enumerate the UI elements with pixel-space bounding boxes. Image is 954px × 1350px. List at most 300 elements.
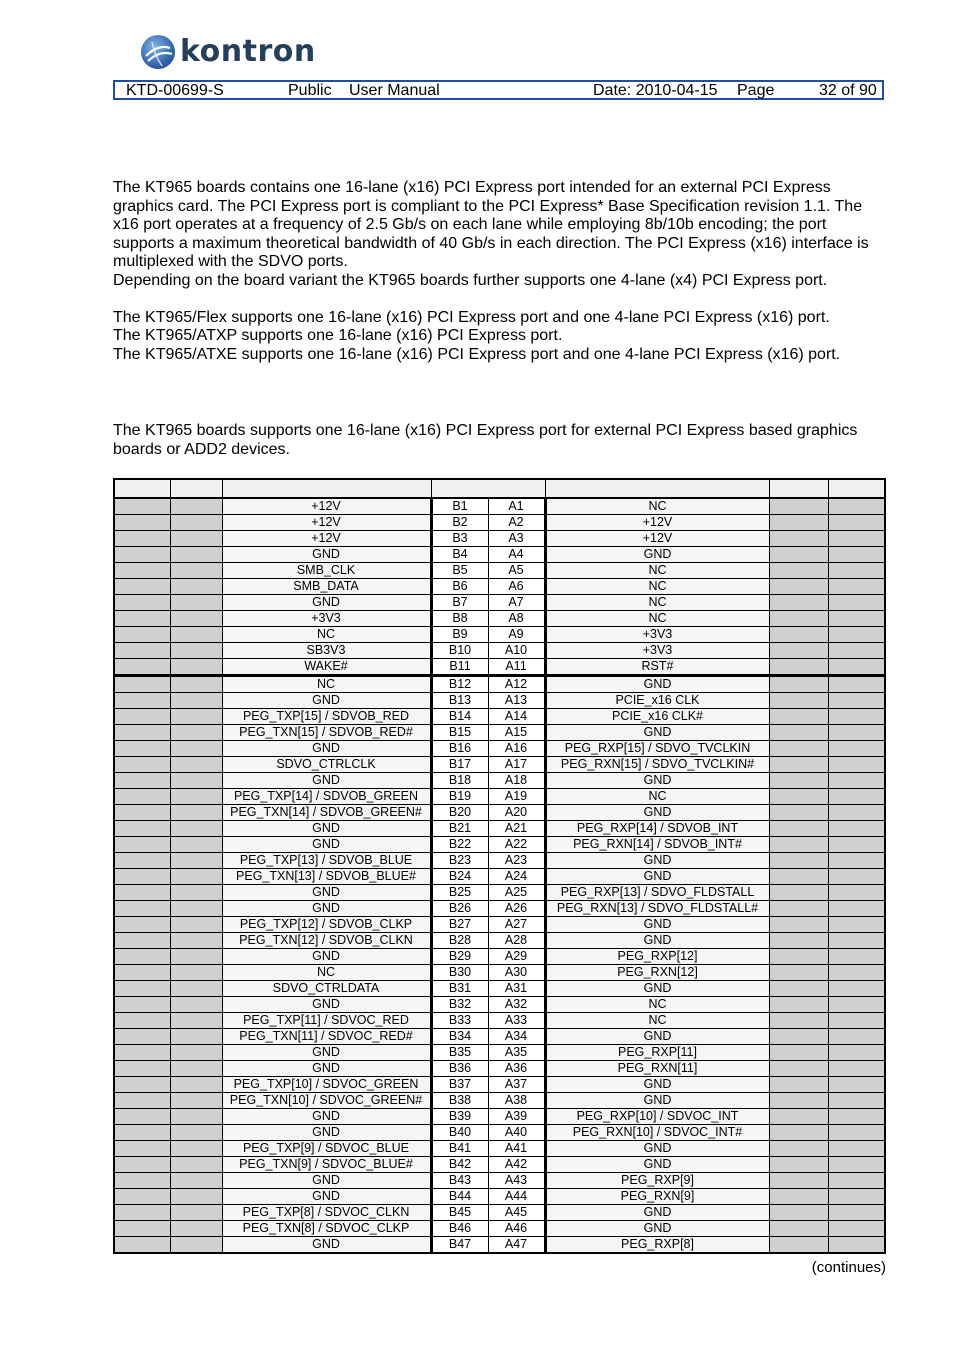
empty-cell — [114, 693, 170, 709]
signal-b-cell: PEG_TXN[15] / SDVOB_RED# — [222, 725, 431, 741]
table-row — [114, 917, 885, 933]
pin-b-cell: B25 — [431, 885, 488, 901]
signal-a-cell: PEG_RXN[10] / SDVOC_INT# — [545, 1125, 769, 1141]
empty-cell — [769, 1077, 828, 1093]
signal-b-cell: SMB_DATA — [222, 579, 431, 595]
signal-b-cell: GND — [222, 1237, 431, 1254]
empty-cell — [114, 933, 170, 949]
empty-cell — [170, 725, 222, 741]
empty-cell — [170, 1205, 222, 1221]
signal-a-cell: GND — [545, 1205, 769, 1221]
signal-b-cell: GND — [222, 741, 431, 757]
signal-a-cell: PEG_RXP[15] / SDVO_TVCLKIN — [545, 741, 769, 757]
empty-cell — [769, 643, 828, 659]
pin-b-cell: B11 — [431, 659, 488, 676]
signal-a-cell: GND — [545, 981, 769, 997]
pin-b-cell: B40 — [431, 1125, 488, 1141]
page-number: 32 of 90 — [819, 82, 877, 99]
pin-b-cell: B5 — [431, 563, 488, 579]
table-row — [114, 1077, 885, 1093]
signal-a-cell: GND — [545, 933, 769, 949]
empty-cell — [769, 725, 828, 741]
empty-cell — [170, 885, 222, 901]
pin-a-cell: A11 — [488, 659, 545, 676]
signal-a-cell: GND — [545, 917, 769, 933]
empty-cell — [769, 627, 828, 643]
signal-a-cell: PEG_RXN[15] / SDVO_TVCLKIN# — [545, 757, 769, 773]
table-row — [114, 563, 885, 579]
empty-cell — [769, 515, 828, 531]
empty-cell — [769, 1029, 828, 1045]
table-header-row — [114, 479, 885, 498]
pin-b-cell: B13 — [431, 693, 488, 709]
pin-a-cell: A9 — [488, 627, 545, 643]
empty-cell — [828, 933, 885, 949]
empty-cell — [769, 1013, 828, 1029]
signal-b-cell: GND — [222, 773, 431, 789]
empty-cell — [769, 885, 828, 901]
signal-a-cell: PEG_RXP[9] — [545, 1173, 769, 1189]
signal-b-cell: PEG_TXN[8] / SDVOC_CLKP — [222, 1221, 431, 1237]
signal-b-cell: PEG_TXP[14] / SDVOB_GREEN — [222, 789, 431, 805]
header-cell — [431, 479, 545, 498]
signal-b-cell: SMB_CLK — [222, 563, 431, 579]
header-cell — [828, 479, 885, 498]
pin-a-cell: A43 — [488, 1173, 545, 1189]
pin-b-cell: B24 — [431, 869, 488, 885]
empty-cell — [828, 869, 885, 885]
empty-cell — [170, 709, 222, 725]
empty-cell — [114, 725, 170, 741]
pin-a-cell: A13 — [488, 693, 545, 709]
empty-cell — [828, 1061, 885, 1077]
pin-a-cell: A30 — [488, 965, 545, 981]
table-row — [114, 547, 885, 563]
empty-cell — [828, 725, 885, 741]
pin-b-cell: B26 — [431, 901, 488, 917]
empty-cell — [828, 498, 885, 515]
signal-b-cell: NC — [222, 965, 431, 981]
intro-paragraph: The KT965/ATXE supports one 16-lane (x16) PCI Express port and one 4-lane PCI Express (x16) port. — [113, 345, 841, 363]
empty-cell — [114, 498, 170, 515]
empty-cell — [828, 1125, 885, 1141]
signal-a-cell: GND — [545, 1093, 769, 1109]
table-row — [114, 676, 885, 693]
signal-a-cell: GND — [545, 725, 769, 741]
signal-a-cell: PEG_RXP[8] — [545, 1237, 769, 1254]
empty-cell — [114, 1077, 170, 1093]
signal-b-cell: PEG_TXN[10] / SDVOC_GREEN# — [222, 1093, 431, 1109]
empty-cell — [828, 1045, 885, 1061]
page-label: Page — [737, 82, 775, 99]
pin-a-cell: A3 — [488, 531, 545, 547]
pin-b-cell: B30 — [431, 965, 488, 981]
empty-cell — [170, 547, 222, 563]
empty-cell — [170, 515, 222, 531]
empty-cell — [170, 1221, 222, 1237]
empty-cell — [114, 821, 170, 837]
empty-cell — [114, 901, 170, 917]
connector-paragraph: The KT965 boards supports one 16-lane (x16) PCI Express port for external PCI Express based graphics boards or ADD2 devices. — [113, 422, 858, 458]
empty-cell — [114, 627, 170, 643]
signal-a-cell: PEG_RXP[10] / SDVOC_INT — [545, 1109, 769, 1125]
empty-cell — [828, 981, 885, 997]
pin-a-cell: A4 — [488, 547, 545, 563]
signal-b-cell: PEG_TXN[11] / SDVOC_RED# — [222, 1029, 431, 1045]
table-row — [114, 1237, 885, 1254]
empty-cell — [170, 1141, 222, 1157]
signal-b-cell: PEG_TXN[9] / SDVOC_BLUE# — [222, 1157, 431, 1173]
empty-cell — [769, 917, 828, 933]
pin-a-cell: A24 — [488, 869, 545, 885]
kontron-logo — [140, 32, 316, 72]
signal-a-cell: +12V — [545, 515, 769, 531]
empty-cell — [828, 1093, 885, 1109]
connector-intro — [113, 422, 883, 459]
empty-cell — [170, 933, 222, 949]
pin-a-cell: A45 — [488, 1205, 545, 1221]
empty-cell — [170, 611, 222, 627]
pin-b-cell: B39 — [431, 1109, 488, 1125]
pin-b-cell: B45 — [431, 1205, 488, 1221]
empty-cell — [114, 1125, 170, 1141]
signal-b-cell: GND — [222, 595, 431, 611]
signal-a-cell: +12V — [545, 531, 769, 547]
empty-cell — [114, 643, 170, 659]
signal-a-cell: PCIE_x16 CLK — [545, 693, 769, 709]
table-row — [114, 773, 885, 789]
signal-a-cell: GND — [545, 1029, 769, 1045]
empty-cell — [170, 1029, 222, 1045]
pin-b-cell: B17 — [431, 757, 488, 773]
table-row — [114, 949, 885, 965]
pin-a-cell: A46 — [488, 1221, 545, 1237]
empty-cell — [769, 1237, 828, 1254]
empty-cell — [769, 933, 828, 949]
kontron-globe-icon — [140, 34, 176, 70]
empty-cell — [769, 773, 828, 789]
table-row — [114, 741, 885, 757]
empty-cell — [769, 1205, 828, 1221]
empty-cell — [170, 498, 222, 515]
empty-cell — [769, 1109, 828, 1125]
signal-a-cell: NC — [545, 1013, 769, 1029]
empty-cell — [170, 579, 222, 595]
pin-b-cell: B31 — [431, 981, 488, 997]
empty-cell — [114, 1189, 170, 1205]
kontron-wordmark: kontron — [180, 34, 316, 69]
signal-a-cell: GND — [545, 1157, 769, 1173]
empty-cell — [828, 1221, 885, 1237]
signal-b-cell: GND — [222, 1189, 431, 1205]
empty-cell — [769, 949, 828, 965]
signal-b-cell: PEG_TXN[14] / SDVOB_GREEN# — [222, 805, 431, 821]
pin-a-cell: A36 — [488, 1061, 545, 1077]
table-row — [114, 1221, 885, 1237]
pin-a-cell: A38 — [488, 1093, 545, 1109]
empty-cell — [170, 1061, 222, 1077]
pin-a-cell: A22 — [488, 837, 545, 853]
signal-b-cell: PEG_TXP[12] / SDVOB_CLKP — [222, 917, 431, 933]
empty-cell — [769, 1189, 828, 1205]
pin-b-cell: B16 — [431, 741, 488, 757]
pin-b-cell: B44 — [431, 1189, 488, 1205]
empty-cell — [114, 965, 170, 981]
table-row — [114, 853, 885, 869]
pin-a-cell: A47 — [488, 1237, 545, 1254]
empty-cell — [114, 515, 170, 531]
table-row — [114, 1173, 885, 1189]
empty-cell — [170, 805, 222, 821]
signal-a-cell: GND — [545, 676, 769, 693]
table-row — [114, 757, 885, 773]
empty-cell — [769, 965, 828, 981]
empty-cell — [828, 1157, 885, 1173]
signal-b-cell: PEG_TXP[15] / SDVOB_RED — [222, 709, 431, 725]
pin-a-cell: A2 — [488, 515, 545, 531]
header-cell — [114, 479, 170, 498]
empty-cell — [828, 949, 885, 965]
empty-cell — [170, 949, 222, 965]
pin-a-cell: A26 — [488, 901, 545, 917]
signal-a-cell: PEG_RXP[13] / SDVO_FLDSTALL — [545, 885, 769, 901]
pin-a-cell: A37 — [488, 1077, 545, 1093]
empty-cell — [170, 643, 222, 659]
pin-a-cell: A18 — [488, 773, 545, 789]
signal-a-cell: GND — [545, 853, 769, 869]
pin-a-cell: A21 — [488, 821, 545, 837]
empty-cell — [828, 1237, 885, 1254]
signal-b-cell: +12V — [222, 498, 431, 515]
pin-a-cell: A19 — [488, 789, 545, 805]
empty-cell — [170, 563, 222, 579]
empty-cell — [114, 949, 170, 965]
pin-a-cell: A29 — [488, 949, 545, 965]
empty-cell — [114, 676, 170, 693]
empty-cell — [828, 773, 885, 789]
signal-b-cell: WAKE# — [222, 659, 431, 676]
empty-cell — [828, 757, 885, 773]
empty-cell — [769, 1141, 828, 1157]
table-row — [114, 901, 885, 917]
table-row — [114, 1109, 885, 1125]
header-cell — [170, 479, 222, 498]
empty-cell — [828, 595, 885, 611]
signal-b-cell: GND — [222, 1109, 431, 1125]
pin-b-cell: B14 — [431, 709, 488, 725]
empty-cell — [828, 531, 885, 547]
pin-b-cell: B15 — [431, 725, 488, 741]
empty-cell — [114, 1141, 170, 1157]
table-row — [114, 1157, 885, 1173]
signal-a-cell: NC — [545, 611, 769, 627]
empty-cell — [170, 1157, 222, 1173]
signal-a-cell: PCIE_x16 CLK# — [545, 709, 769, 725]
empty-cell — [769, 1125, 828, 1141]
empty-cell — [828, 563, 885, 579]
empty-cell — [114, 1205, 170, 1221]
empty-cell — [769, 853, 828, 869]
signal-a-cell: GND — [545, 773, 769, 789]
empty-cell — [828, 1109, 885, 1125]
signal-a-cell: GND — [545, 1221, 769, 1237]
pin-b-cell: B42 — [431, 1157, 488, 1173]
signal-a-cell: NC — [545, 579, 769, 595]
intro-paragraph: The KT965/Flex supports one 16-lane (x16) PCI Express port and one 4-lane PCI Express (x16) port. — [113, 308, 830, 326]
empty-cell — [170, 821, 222, 837]
signal-b-cell: +12V — [222, 515, 431, 531]
pin-a-cell: A28 — [488, 933, 545, 949]
empty-cell — [769, 805, 828, 821]
empty-cell — [828, 579, 885, 595]
empty-cell — [114, 611, 170, 627]
empty-cell — [170, 1109, 222, 1125]
signal-b-cell: PEG_TXP[11] / SDVOC_RED — [222, 1013, 431, 1029]
table-row — [114, 805, 885, 821]
table-row — [114, 869, 885, 885]
empty-cell — [828, 901, 885, 917]
signal-b-cell: GND — [222, 693, 431, 709]
signal-a-cell: PEG_RXN[13] / SDVO_FLDSTALL# — [545, 901, 769, 917]
table-row — [114, 1045, 885, 1061]
pin-b-cell: B4 — [431, 547, 488, 563]
pin-b-cell: B46 — [431, 1221, 488, 1237]
empty-cell — [170, 1077, 222, 1093]
empty-cell — [828, 1173, 885, 1189]
signal-a-cell: RST# — [545, 659, 769, 676]
pin-a-cell: A31 — [488, 981, 545, 997]
signal-a-cell: GND — [545, 869, 769, 885]
empty-cell — [114, 917, 170, 933]
signal-a-cell: PEG_RXN[14] / SDVOB_INT# — [545, 837, 769, 853]
table-row — [114, 1093, 885, 1109]
intro-paragraph: The KT965/ATXP supports one 16-lane (x16) PCI Express port. — [113, 327, 563, 344]
signal-b-cell: GND — [222, 885, 431, 901]
empty-cell — [114, 1109, 170, 1125]
signal-b-cell: +3V3 — [222, 611, 431, 627]
pin-b-cell: B23 — [431, 853, 488, 869]
pin-b-cell: B8 — [431, 611, 488, 627]
empty-cell — [828, 627, 885, 643]
signal-b-cell: PEG_TXP[13] / SDVOB_BLUE — [222, 853, 431, 869]
signal-a-cell: PEG_RXN[12] — [545, 965, 769, 981]
table-row — [114, 1125, 885, 1141]
empty-cell — [828, 997, 885, 1013]
pin-b-cell: B28 — [431, 933, 488, 949]
empty-cell — [769, 693, 828, 709]
empty-cell — [828, 611, 885, 627]
table-row — [114, 933, 885, 949]
header-cell — [545, 479, 769, 498]
empty-cell — [114, 837, 170, 853]
signal-b-cell: NC — [222, 627, 431, 643]
pin-b-cell: B33 — [431, 1013, 488, 1029]
table-row — [114, 515, 885, 531]
empty-cell — [170, 901, 222, 917]
empty-cell — [114, 981, 170, 997]
empty-cell — [828, 965, 885, 981]
empty-cell — [114, 531, 170, 547]
signal-b-cell: SB3V3 — [222, 643, 431, 659]
empty-cell — [769, 837, 828, 853]
pin-a-cell: A10 — [488, 643, 545, 659]
signal-a-cell: PEG_RXN[9] — [545, 1189, 769, 1205]
empty-cell — [828, 805, 885, 821]
pin-b-cell: B34 — [431, 1029, 488, 1045]
table-row — [114, 725, 885, 741]
table-row — [114, 789, 885, 805]
pin-a-cell: A23 — [488, 853, 545, 869]
signal-a-cell: GND — [545, 1077, 769, 1093]
empty-cell — [170, 627, 222, 643]
pin-a-cell: A17 — [488, 757, 545, 773]
pin-a-cell: A15 — [488, 725, 545, 741]
table-row — [114, 498, 885, 515]
empty-cell — [828, 1189, 885, 1205]
empty-cell — [114, 1157, 170, 1173]
empty-cell — [114, 547, 170, 563]
signal-b-cell: NC — [222, 676, 431, 693]
pin-assignment-table — [113, 478, 886, 1254]
empty-cell — [769, 789, 828, 805]
document-header — [113, 80, 884, 100]
empty-cell — [114, 579, 170, 595]
pin-b-cell: B19 — [431, 789, 488, 805]
empty-cell — [170, 917, 222, 933]
table-row — [114, 579, 885, 595]
pin-a-cell: A33 — [488, 1013, 545, 1029]
empty-cell — [828, 1013, 885, 1029]
empty-cell — [769, 1093, 828, 1109]
table-row — [114, 837, 885, 853]
empty-cell — [170, 1093, 222, 1109]
empty-cell — [769, 821, 828, 837]
pin-b-cell: B18 — [431, 773, 488, 789]
empty-cell — [170, 981, 222, 997]
empty-cell — [828, 1029, 885, 1045]
empty-cell — [828, 917, 885, 933]
empty-cell — [170, 773, 222, 789]
table-row — [114, 997, 885, 1013]
table-row — [114, 627, 885, 643]
empty-cell — [170, 741, 222, 757]
table-row — [114, 693, 885, 709]
empty-cell — [114, 757, 170, 773]
pin-b-cell: B21 — [431, 821, 488, 837]
pin-a-cell: A16 — [488, 741, 545, 757]
empty-cell — [170, 965, 222, 981]
empty-cell — [170, 595, 222, 611]
signal-b-cell: GND — [222, 949, 431, 965]
empty-cell — [114, 805, 170, 821]
header-cell — [222, 479, 431, 498]
empty-cell — [828, 1077, 885, 1093]
empty-cell — [170, 853, 222, 869]
pin-a-cell: A7 — [488, 595, 545, 611]
empty-cell — [769, 611, 828, 627]
header-cell — [769, 479, 828, 498]
empty-cell — [114, 1029, 170, 1045]
empty-cell — [114, 659, 170, 676]
table-row — [114, 981, 885, 997]
empty-cell — [170, 693, 222, 709]
doc-type: User Manual — [349, 82, 440, 99]
table-row — [114, 1013, 885, 1029]
empty-cell — [828, 515, 885, 531]
empty-cell — [828, 853, 885, 869]
pin-a-cell: A8 — [488, 611, 545, 627]
empty-cell — [828, 821, 885, 837]
